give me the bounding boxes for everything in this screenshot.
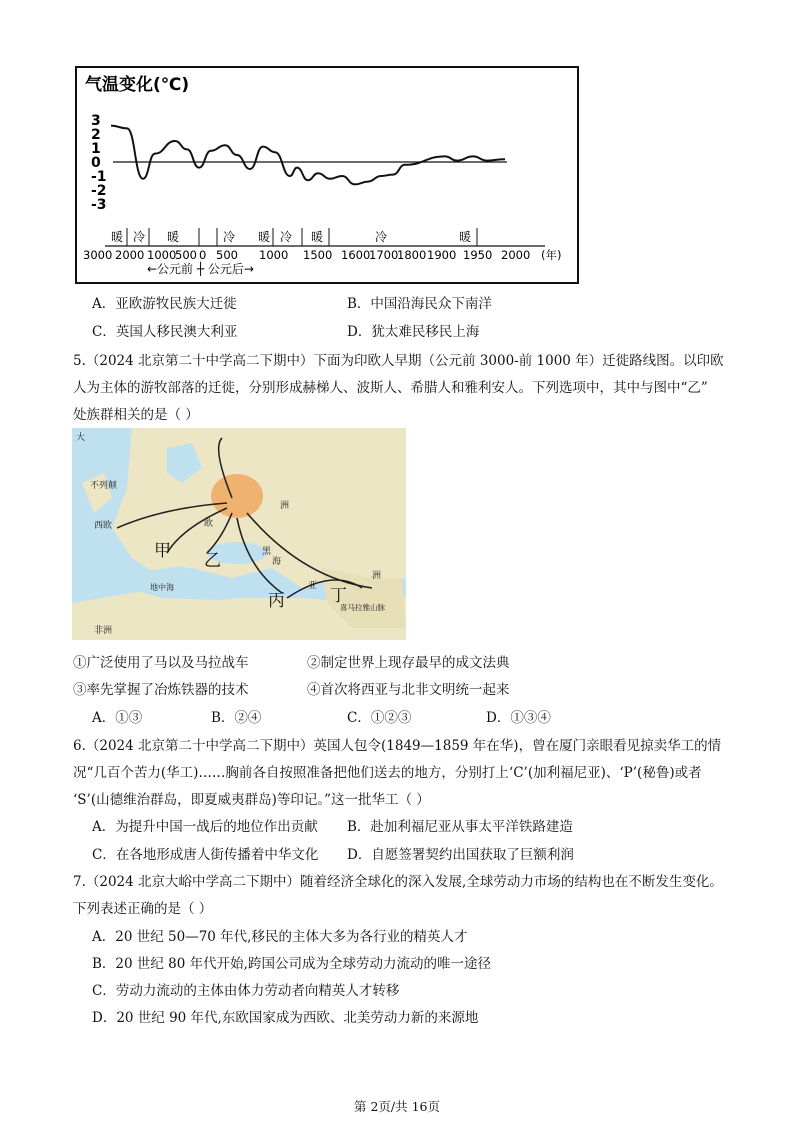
period-label: 暖 [311,230,324,244]
q5-stem-line-1: 5.（2024 北京第二十中学高二下期中）下面为印欧人早期（公元前 3000-前 1000 年）迁徙路线图。以印欧 [73,353,724,369]
y-tick-label: 1 [91,141,101,157]
indo-european-migration-map [72,428,406,640]
q5-statement-1: ①广泛使用了马以及马拉战车 [73,655,249,671]
q7-stem-line-1: 7.（2024 北京大峪中学高二下期中）随着经济全球化的深入发展,全球劳动力市场的结构也在不断发生变化。 [73,874,723,890]
q6-stem-line-2: 况“几百个苦力(华工)……胸前各自按照准备把他们送去的地方，分别打上‘C’(加利福尼亚)、‘P’(秘鲁)或者 [73,765,702,781]
label-hai: 海 [272,557,282,567]
eurasia-land [112,428,406,588]
label-feizhou: 非洲 [94,626,113,636]
y-tick-label: -2 [91,183,107,199]
page-footer: 第 2页/共 16页 [353,1099,441,1114]
label-ya: 亚 [308,581,318,591]
q7-option-c[interactable]: C．劳动力流动的主体由体力劳动者向精英人才转移 [92,983,400,999]
label-ou: 欧 [204,519,214,529]
period-label: 暖 [167,230,180,244]
q6-stem-line-1: 6.（2024 北京第二十中学高二下期中）英国人包令(1849—1859 年在华)，曾在厦门亲眼看见掠卖华工的情 [73,738,722,754]
x-tick-label: 0 [199,248,207,262]
label-yi: 乙 [204,551,221,571]
x-tick-label: 500 [216,248,238,262]
q5-option-c[interactable]: C．①②③ [347,710,412,726]
label-xiou: 西欧 [94,521,113,531]
x-tick-label: 1800 [397,248,427,262]
x-tick-label: 1900 [427,248,457,262]
q5-statement-3: ③率先掌握了冶炼铁器的技术 [73,682,249,698]
label-bulie: 不列颠 [90,481,118,491]
label-ding: 丁 [330,586,347,606]
q4-option-b[interactable]: B．中国沿海民众下南洋 [347,296,492,312]
chart-title: 气温变化(℃) [85,75,190,95]
q6-option-c[interactable]: C．在各地形成唐人街传播着中华文化 [92,847,319,863]
temperature-change-chart [75,66,579,284]
label-da: 大 [76,433,86,443]
q5-option-b[interactable]: B．②④ [211,710,262,726]
y-tick-label: 3 [91,113,101,129]
q7-stem-line-2: 下列表述正确的是（ ） [73,901,213,917]
q6-option-b[interactable]: B．赴加利福尼亚从事太平洋铁路建造 [347,819,573,835]
period-label: 暖 [111,230,124,244]
label-hei: 黑 [262,547,272,557]
period-label: 冷 [280,230,293,244]
q5-option-a[interactable]: A．①③ [92,710,143,726]
x-tick-label: 2000 [115,248,145,262]
x-tick-label: 1500 [303,248,333,262]
x-tick-label: 1000 [147,248,177,262]
q4-option-d[interactable]: D．犹太难民移民上海 [347,324,480,340]
q5-stem-line-2: 人为主体的游牧部落的迁徙，分别形成赫梯人、波斯人、希腊人和雅利安人。下列选项中，其中与图中“乙” [73,380,708,396]
x-tick-label: 1950 [463,248,493,262]
x-tick-label: 1000 [259,248,289,262]
q4-option-c[interactable]: C．英国人移民澳大利亚 [92,324,238,340]
q7-option-d[interactable]: D．20 世纪 90 年代,东欧国家成为西欧、北美劳动力新的来源地 [92,1010,479,1026]
x-tick-label: 500 [175,248,197,262]
era-label: ←公元前 ┼ 公元后→ [147,262,254,276]
x-tick-label: (年) [541,248,562,262]
label-ximalaya: 喜马拉雅山脉 [340,603,385,612]
period-label: 暖 [459,230,472,244]
label-zhou2: 洲 [372,571,382,581]
period-label: 冷 [133,230,146,244]
period-label: 冷 [223,230,236,244]
q6-option-a[interactable]: A．为提升中国一战后的地位作出贡献 [92,819,318,835]
x-tick-label: 1700 [369,248,399,262]
label-jia: 甲 [154,541,171,561]
label-zhou1: 洲 [280,501,290,511]
label-bing: 丙 [268,591,285,611]
y-tick-label: -1 [91,169,107,185]
x-axis-ticks [83,248,561,262]
y-tick-label: 2 [91,127,101,143]
label-dizhong: 地中海 [150,583,174,592]
q5-stem-line-3: 处族群相关的是（ ） [73,407,199,423]
y-tick-label: -3 [91,197,107,213]
q4-option-a[interactable]: A．亚欧游牧民族大迁徙 [92,296,237,312]
period-label: 暖 [258,230,271,244]
q7-option-b[interactable]: B．20 世纪 80 年代开始,跨国公司成为全球劳动力流动的唯一途径 [92,956,491,972]
y-tick-label: 0 [91,155,101,171]
q5-statement-4: ④首次将西亚与北非文明统一起来 [307,682,510,698]
q6-stem-line-3: ‘S’(山德维治群岛，即夏威夷群岛)等印记。”这一批华工（ ） [73,792,430,808]
q7-option-a[interactable]: A．20 世纪 50—70 年代,移民的主体大多为各行业的精英人才 [92,929,468,945]
x-tick-label: 2000 [501,248,531,262]
q5-statement-2: ②制定世界上现存最早的成文法典 [307,655,510,671]
x-tick-label: 3000 [83,248,113,262]
period-label: 冷 [375,230,388,244]
x-tick-label: 1600 [341,248,371,262]
q5-option-d[interactable]: D．①③④ [486,710,551,726]
q6-option-d[interactable]: D．自愿签署契约出国获取了巨额利润 [347,847,574,863]
